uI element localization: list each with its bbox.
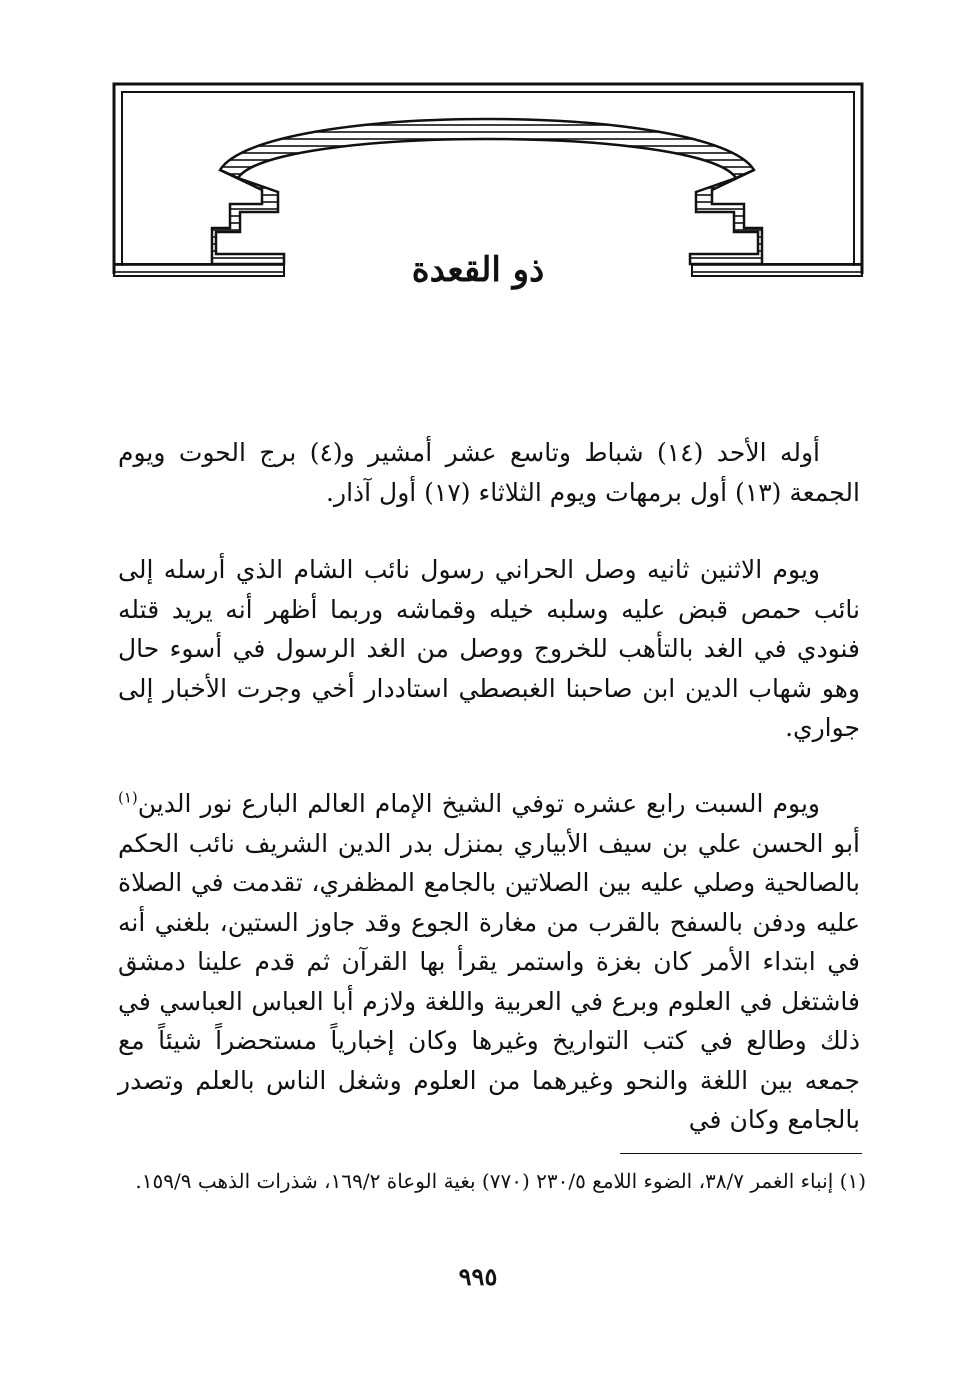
paragraph-2	[118, 550, 860, 748]
paragraph-text: ويوم الاثنين ثانيه وصل الحراني رسول نائب الشام الذي أرسله إلى نائب حمص قبض عليه وسلبه خيله وقماشه وربما أظهر أنه يريد قتله فنودي في الغد بالتأهب للخروج ووصل من الغد الرسول في أسوء حال وهو شهاب الدين ابن صاحبنا الغبصطي استاددار أخي وجرت الأخبار إلى جواري.	[118, 555, 860, 742]
paragraph-text-start: ويوم السبت رابع عشره توفي الشيخ الإمام العالم البارع نور الدين	[137, 789, 820, 818]
footnote-separator	[620, 1153, 862, 1154]
footnote: (١) إنباء الغمر ٣٨/٧، الضوء اللامع ٢٣٠/٥ (٧٧٠) بغية الوعاة ١٦٩/٢، شذرات الذهب ١٥٩/٩.	[135, 1169, 866, 1193]
page-number: ٩٩٥	[458, 1262, 498, 1291]
paragraph-text: أوله الأحد (١٤) شباط وتاسع عشر أمشير و(٤) برج الحوت ويوم الجمعة (١٣) أول برمهات ويوم الثلاثاء (١٧) أول آذار.	[118, 438, 860, 507]
paragraph-3	[118, 784, 860, 1140]
paragraph-text	[118, 784, 860, 1140]
paragraph-1	[118, 433, 860, 512]
paragraph-text-rest: أبو الحسن علي بن سيف الأبياري بمنزل بدر الدين الشريف نائب الحكم بالصالحية وصلي عليه بين الصلاتين بالجامع المظفري، تقدمت في الصلاة عليه ودفن بالسفح بالقرب من مغارة الجوع وقد جاوز الستين، بلغني أنه في ابتداء الأمر كان بغزة واستمر يقرأ بها القرآن ثم قدم علينا دمشق فاشتغل في العلوم وبرع في العربية واللغة ولازم أبا العباس العباسي في ذلك وطالع في كتب التواريخ وغيرها وكان إخبارياً مستحضراً شيئاً مع جمعه بين اللغة والنحو وغيرهما من العلوم وشغل الناس بالعلم وتصدر بالجامع وكان في	[118, 828, 860, 1134]
footnote-reference: (١)	[118, 788, 138, 807]
chapter-title: ذو القعدة	[411, 250, 545, 290]
